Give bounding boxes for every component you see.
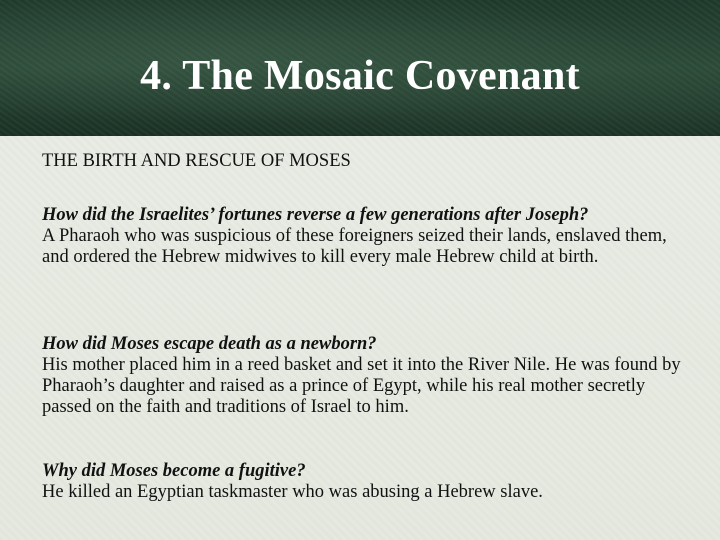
slide-header xyxy=(0,0,720,136)
question-text: Why did Moses become a fugitive? xyxy=(42,461,306,481)
qa-item xyxy=(42,205,692,268)
question-text: How did Moses escape death as a newborn? xyxy=(42,334,377,354)
answer-text: He killed an Egyptian taskmaster who was abusing a Hebrew slave. xyxy=(42,482,543,502)
section-heading: THE BIRTH AND RESCUE OF MOSES xyxy=(42,151,351,171)
qa-item xyxy=(42,334,692,418)
slide-title: 4. The Mosaic Covenant xyxy=(140,53,580,99)
qa-item xyxy=(42,461,692,503)
slide-content xyxy=(0,136,720,540)
answer-text: His mother placed him in a reed basket and set it into the River Nile. He was found by Pharaoh’s daughter and raised as a prince of Egypt, while his real mother secretly passed on the faith and traditions of Israel to him. xyxy=(42,355,681,417)
answer-text: A Pharaoh who was suspicious of these foreigners seized their lands, enslaved them, and ordered the Hebrew midwives to kill every male Hebrew child at birth. xyxy=(42,226,667,267)
question-text: How did the Israelites’ fortunes reverse a few generations after Joseph? xyxy=(42,205,589,225)
